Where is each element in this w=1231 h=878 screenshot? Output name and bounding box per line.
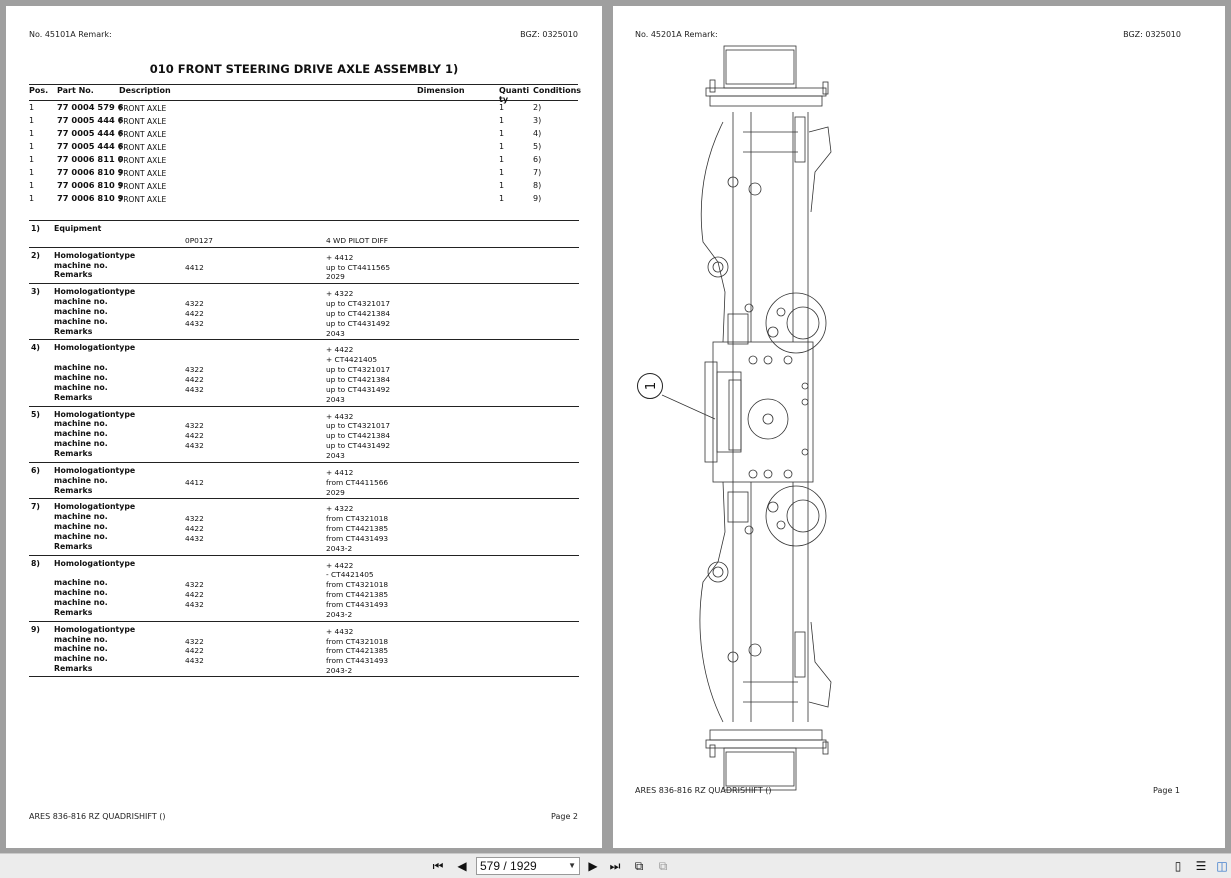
table-row: [29, 114, 578, 127]
cell-qty: 1: [499, 116, 505, 125]
footer-page-number: Page 2: [551, 812, 578, 821]
cell-qty: 1: [499, 155, 505, 164]
condition-number: 9): [31, 624, 40, 634]
condition-label: Homologationtype: [54, 465, 136, 475]
col-pos: Pos.: [29, 86, 49, 95]
condition-value: up to CT4431492: [326, 441, 391, 451]
cell-cond: 8): [533, 181, 542, 190]
condition-label: Remarks: [54, 448, 93, 458]
condition-number: 1): [31, 224, 40, 233]
condition-label: Remarks: [54, 541, 93, 551]
condition-block: [29, 247, 579, 284]
condition-label: Remarks: [54, 607, 93, 617]
condition-block: [29, 462, 579, 499]
condition-label: Remarks: [54, 326, 93, 336]
condition-value: from CT4421385: [326, 646, 389, 656]
condition-label: machine no.: [54, 373, 108, 383]
condition-value: 2043-2: [326, 609, 353, 619]
condition-label: Homologationtype: [54, 558, 136, 568]
condition-code: 4432: [185, 533, 204, 543]
footer-page-number: Page 1: [1153, 786, 1180, 795]
table-row: [29, 166, 578, 179]
condition-code: 4422: [185, 375, 204, 385]
condition-label: Homologationtype: [54, 502, 136, 512]
condition-value: up to CT4421384: [326, 308, 391, 318]
cell-qty: 1: [499, 103, 505, 112]
cell-part: 77 0005 444 6: [57, 115, 124, 125]
col-description: Description: [119, 86, 171, 95]
condition-label: Homologationtype: [54, 409, 136, 419]
table-row: [29, 101, 578, 114]
condition-label: machine no.: [54, 306, 108, 316]
cell-part: 77 0006 810 9: [57, 180, 124, 190]
condition-code: 4422: [185, 308, 204, 318]
footer-model: ARES 836-816 RZ QUADRISHIFT (): [635, 786, 772, 795]
cell-cond: 4): [533, 129, 542, 138]
condition-code: 0P0127: [185, 235, 213, 245]
cell-pos: 1: [29, 181, 35, 190]
condition-block: [29, 621, 579, 677]
condition-code: 4422: [185, 431, 204, 441]
condition-number: 5): [31, 409, 40, 419]
condition-label: machine no.: [54, 522, 108, 532]
condition-value: 4 WD PILOT DIFF: [326, 235, 388, 245]
condition-label: machine no.: [54, 654, 108, 664]
cell-part: 77 0006 811 0: [57, 154, 124, 164]
axle-drawing: [633, 42, 853, 792]
condition-value: + 4422: [326, 560, 354, 570]
cell-pos: 1: [29, 194, 35, 203]
cell-cond: 3): [533, 116, 542, 125]
cell-desc: FRONT AXLE: [119, 104, 167, 113]
condition-value: 2029: [326, 487, 345, 497]
condition-value: from CT4421385: [326, 590, 389, 600]
condition-value: from CT4321018: [326, 636, 389, 646]
cell-cond: 6): [533, 155, 542, 164]
condition-value: 2043: [326, 394, 345, 404]
condition-label: Remarks: [54, 392, 93, 402]
first-page-icon[interactable]: ⏮: [432, 859, 444, 873]
rotate-back-icon[interactable]: ⧉: [658, 859, 668, 873]
cell-part: 77 0006 810 9: [57, 167, 124, 177]
cell-cond: 7): [533, 168, 542, 177]
cell-cond: 2): [533, 103, 542, 112]
condition-block: [29, 498, 579, 554]
condition-label: Equipment: [54, 224, 102, 233]
axle-top-flange: [706, 46, 828, 106]
condition-code: 4432: [185, 600, 204, 610]
viewer-toolbar: [0, 853, 1231, 878]
condition-label: machine no.: [54, 634, 108, 644]
condition-value: 2043: [326, 328, 345, 338]
condition-value: 2029: [326, 272, 345, 282]
cell-qty: 1: [499, 181, 505, 190]
condition-value: from CT4431493: [326, 600, 389, 610]
condition-value: 2043: [326, 450, 345, 460]
condition-label: machine no.: [54, 316, 108, 326]
cell-qty: 1: [499, 129, 505, 138]
cell-pos: 1: [29, 155, 35, 164]
condition-code: 4422: [185, 646, 204, 656]
single-page-icon[interactable]: ▯: [1174, 859, 1182, 873]
condition-label: machine no.: [54, 512, 108, 522]
condition-value: up to CT4411565: [326, 262, 391, 272]
condition-code: 4322: [185, 421, 204, 431]
condition-value: from CT4321018: [326, 580, 389, 590]
condition-label: machine no.: [54, 260, 108, 270]
condition-code: 4432: [185, 384, 204, 394]
condition-label: machine no.: [54, 531, 108, 541]
cell-cond: 9): [533, 194, 542, 203]
table-row: [29, 192, 578, 205]
condition-label: machine no.: [54, 419, 108, 429]
condition-code: 4412: [185, 262, 204, 272]
table-row: [29, 153, 578, 166]
last-page-icon[interactable]: ⏭: [609, 859, 621, 873]
axle-body: [700, 112, 831, 722]
condition-label: machine no.: [54, 644, 108, 654]
condition-value: up to CT4421384: [326, 375, 391, 385]
condition-value: + CT4421405: [326, 355, 378, 365]
cell-pos: 1: [29, 103, 35, 112]
page-indicator: 579 / 1929: [480, 859, 537, 873]
callout-number: 1: [644, 381, 659, 391]
condition-code: 4322: [185, 514, 204, 524]
left-page: [6, 6, 602, 848]
bgz-code: BGZ: 0325010: [1123, 30, 1181, 39]
cell-part: 77 0004 579 6: [57, 102, 124, 112]
condition-block: [29, 283, 579, 339]
col-conditions: Conditions: [533, 86, 582, 95]
cell-part: 77 0005 444 6: [57, 141, 124, 151]
condition-value: + 4432: [326, 626, 354, 636]
cell-desc: FRONT AXLE: [119, 169, 167, 178]
conditions-table: [29, 220, 579, 677]
cell-desc: FRONT AXLE: [119, 195, 167, 204]
condition-value: + 4422: [326, 345, 354, 355]
condition-label: machine no.: [54, 598, 108, 608]
condition-label: Homologationtype: [54, 343, 136, 353]
cell-qty: 1: [499, 142, 505, 151]
condition-code: 4322: [185, 580, 204, 590]
parts-rows: [29, 101, 578, 205]
page-title: 010 FRONT STEERING DRIVE AXLE ASSEMBLY 1): [149, 62, 459, 76]
condition-label: machine no.: [54, 439, 108, 449]
cell-pos: 1: [29, 116, 35, 125]
condition-label: Homologationtype: [54, 624, 136, 634]
condition-code: 4322: [185, 299, 204, 309]
condition-code: 4432: [185, 441, 204, 451]
condition-label: machine no.: [54, 578, 108, 588]
condition-label: Remarks: [54, 664, 93, 674]
condition-label: machine no.: [54, 429, 108, 439]
condition-label: machine no.: [54, 588, 108, 598]
cell-part: 77 0005 444 6: [57, 128, 124, 138]
cell-qty: 1: [499, 168, 505, 177]
cell-desc: FRONT AXLE: [119, 182, 167, 191]
cell-desc: FRONT AXLE: [119, 156, 167, 165]
bgz-code: BGZ: 0325010: [520, 30, 578, 39]
condition-value: up to CT4321017: [326, 365, 391, 375]
condition-label: Remarks: [54, 270, 93, 280]
condition-value: + 4432: [326, 411, 354, 421]
document-number: No. 45101A Remark:: [29, 30, 112, 39]
condition-code: 4422: [185, 590, 204, 600]
condition-code: 4432: [185, 318, 204, 328]
condition-number: 3): [31, 287, 40, 297]
condition-value: 2043-2: [326, 666, 353, 676]
parts-table: [29, 84, 582, 205]
condition-code: 4432: [185, 656, 204, 666]
condition-label: machine no.: [54, 363, 108, 373]
condition-value: up to CT4421384: [326, 431, 391, 441]
condition-code: 4322: [185, 365, 204, 375]
condition-value: up to CT4431492: [326, 384, 391, 394]
condition-number: 8): [31, 558, 40, 568]
condition-value: up to CT4321017: [326, 421, 391, 431]
axle-bottom-flange: [706, 730, 828, 790]
condition-value: - CT4421405: [326, 570, 374, 580]
condition-value: up to CT4431492: [326, 318, 391, 328]
condition-label: machine no.: [54, 382, 108, 392]
cell-qty: 1: [499, 194, 505, 203]
footer-model: ARES 836-816 RZ QUADRISHIFT (): [29, 812, 166, 821]
condition-number: 7): [31, 502, 40, 512]
condition-value: from CT4421385: [326, 524, 389, 534]
cell-cond: 5): [533, 142, 542, 151]
condition-value: from CT4321018: [326, 514, 389, 524]
cell-pos: 1: [29, 142, 35, 151]
condition-value: from CT4411566: [326, 477, 389, 487]
continuous-icon[interactable]: ☰: [1195, 859, 1207, 873]
condition-code: 4322: [185, 636, 204, 646]
condition-label: Remarks: [54, 485, 93, 495]
condition-label: machine no.: [54, 475, 108, 485]
cell-part: 77 0006 810 9: [57, 193, 124, 203]
cell-pos: 1: [29, 168, 35, 177]
condition-label: Homologationtype: [54, 250, 136, 260]
condition-value: from CT4431493: [326, 533, 389, 543]
table-row: [29, 179, 578, 192]
rotate-icon[interactable]: ⧉: [634, 859, 644, 873]
parts-table-header: [29, 84, 582, 104]
condition-code: 4412: [185, 477, 204, 487]
cell-desc: FRONT AXLE: [119, 117, 167, 126]
condition-value: + 4322: [326, 289, 354, 299]
right-page: [613, 6, 1225, 848]
chevron-down-icon[interactable]: ▼: [568, 861, 576, 870]
next-page-icon[interactable]: ▶: [588, 859, 598, 873]
condition-value: 2043-2: [326, 543, 353, 553]
page-number-input[interactable]: [476, 857, 580, 875]
cell-desc: FRONT AXLE: [119, 130, 167, 139]
condition-value: from CT4431493: [326, 656, 389, 666]
condition-label: machine no.: [54, 297, 108, 307]
prev-page-icon[interactable]: ◀: [457, 859, 467, 873]
condition-value: + 4322: [326, 504, 354, 514]
condition-block: [29, 220, 579, 247]
condition-block: [29, 339, 579, 405]
col-dimension: Dimension: [417, 86, 465, 95]
condition-block: [29, 555, 579, 621]
table-row: [29, 127, 578, 140]
col-quantity: Quanti ty: [499, 86, 530, 104]
condition-number: 6): [31, 465, 40, 475]
condition-code: 4422: [185, 524, 204, 534]
callout-1: [638, 374, 716, 420]
condition-number: 2): [31, 250, 40, 260]
two-page-icon[interactable]: ◫: [1216, 859, 1228, 873]
condition-value: up to CT4321017: [326, 299, 391, 309]
cell-desc: FRONT AXLE: [119, 143, 167, 152]
document-number: No. 45201A Remark:: [635, 30, 718, 39]
table-row: [29, 140, 578, 153]
cell-pos: 1: [29, 129, 35, 138]
condition-number: 4): [31, 343, 40, 353]
col-part-no: Part No.: [57, 86, 94, 95]
condition-label: Homologationtype: [54, 287, 136, 297]
condition-block: [29, 406, 579, 462]
condition-value: + 4412: [326, 252, 354, 262]
condition-value: + 4412: [326, 467, 354, 477]
